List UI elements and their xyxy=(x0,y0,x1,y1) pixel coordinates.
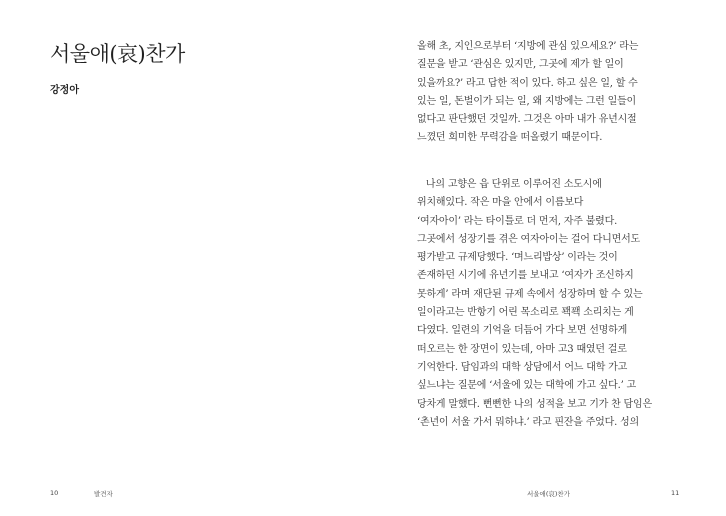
text-line: 없다고 판단했던 것일까. 그것은 아마 내가 유년시절 xyxy=(417,114,637,126)
left-page-number: 10 xyxy=(50,489,59,497)
text-line: 느꼈던 희미한 무력감을 떠올렸기 때문이다. xyxy=(417,132,603,144)
paragraph-2 xyxy=(417,176,717,432)
text-line: 올해 초, 지인으로부터 ‘지방에 관심 있으세요?’ 라는 xyxy=(417,41,639,52)
author-name: 강정아 xyxy=(50,85,79,96)
right-page xyxy=(363,0,726,516)
text-line: 나의 고향은 읍 단위로 이루어진 소도시에 xyxy=(417,179,602,190)
text-line: 당차게 말했다. 뻔뻔한 나의 성적을 보고 기가 찬 담임은 xyxy=(417,398,652,410)
text-line: ‘촌년이 서울 가서 뭐하냐.’ 라고 핀잔을 주었다. 성의 xyxy=(417,416,639,428)
text-line: 일이라고는 반항기 어린 목소리로 꽥꽥 소리치는 게 xyxy=(417,307,634,319)
text-line: 있을까요?’ 라고 답한 적이 있다. 하고 싶은 일, 할 수 xyxy=(417,77,638,89)
text-line: 그곳에서 성장기를 겪은 여자아이는 걸어 다니면서도 xyxy=(417,233,641,245)
text-line: 질문을 받고 ‘관심은 있지만, 그곳에 제가 할 일이 xyxy=(417,59,624,71)
text-line: ‘여자아이’ 라는 타이틀로 더 먼저, 자주 불렸다. xyxy=(417,215,618,227)
text-line: 못하게’ 라며 재단된 규제 속에서 성장하며 할 수 있는 xyxy=(417,288,643,300)
running-title: 서울애(哀)찬가 xyxy=(527,490,570,498)
left-section-label: 발견자 xyxy=(94,490,113,498)
right-page-number: 11 xyxy=(671,489,680,497)
text-line: 싶느냐는 질문에 ‘서울에 있는 대학에 가고 싶다.’ 고 xyxy=(417,380,636,392)
paragraph-1 xyxy=(417,38,717,148)
text-line: 다였다. 일련의 기억을 더듬어 가다 보면 선명하게 xyxy=(417,325,628,337)
text-line: 존재하던 시기에 유년기를 보내고 ‘여자가 조신하지 xyxy=(417,270,634,282)
text-line: 떠오르는 한 장면이 있는데, 아마 고3 때였던 걸로 xyxy=(417,343,627,355)
text-line: 평가받고 규제당했다. ‘며느리밥상’ 이라는 것이 xyxy=(417,252,618,264)
text-line: 기억한다. 담임과의 대학 상담에서 어느 대학 가고 xyxy=(417,361,628,373)
text-line: 위치해있다. 작은 마을 안에서 이름보다 xyxy=(417,197,584,209)
essay-title: 서울애(哀)찬가 xyxy=(50,42,185,66)
text-line: 있는 일, 돈벌이가 되는 일, 왜 지방에는 그런 일들이 xyxy=(417,95,636,107)
